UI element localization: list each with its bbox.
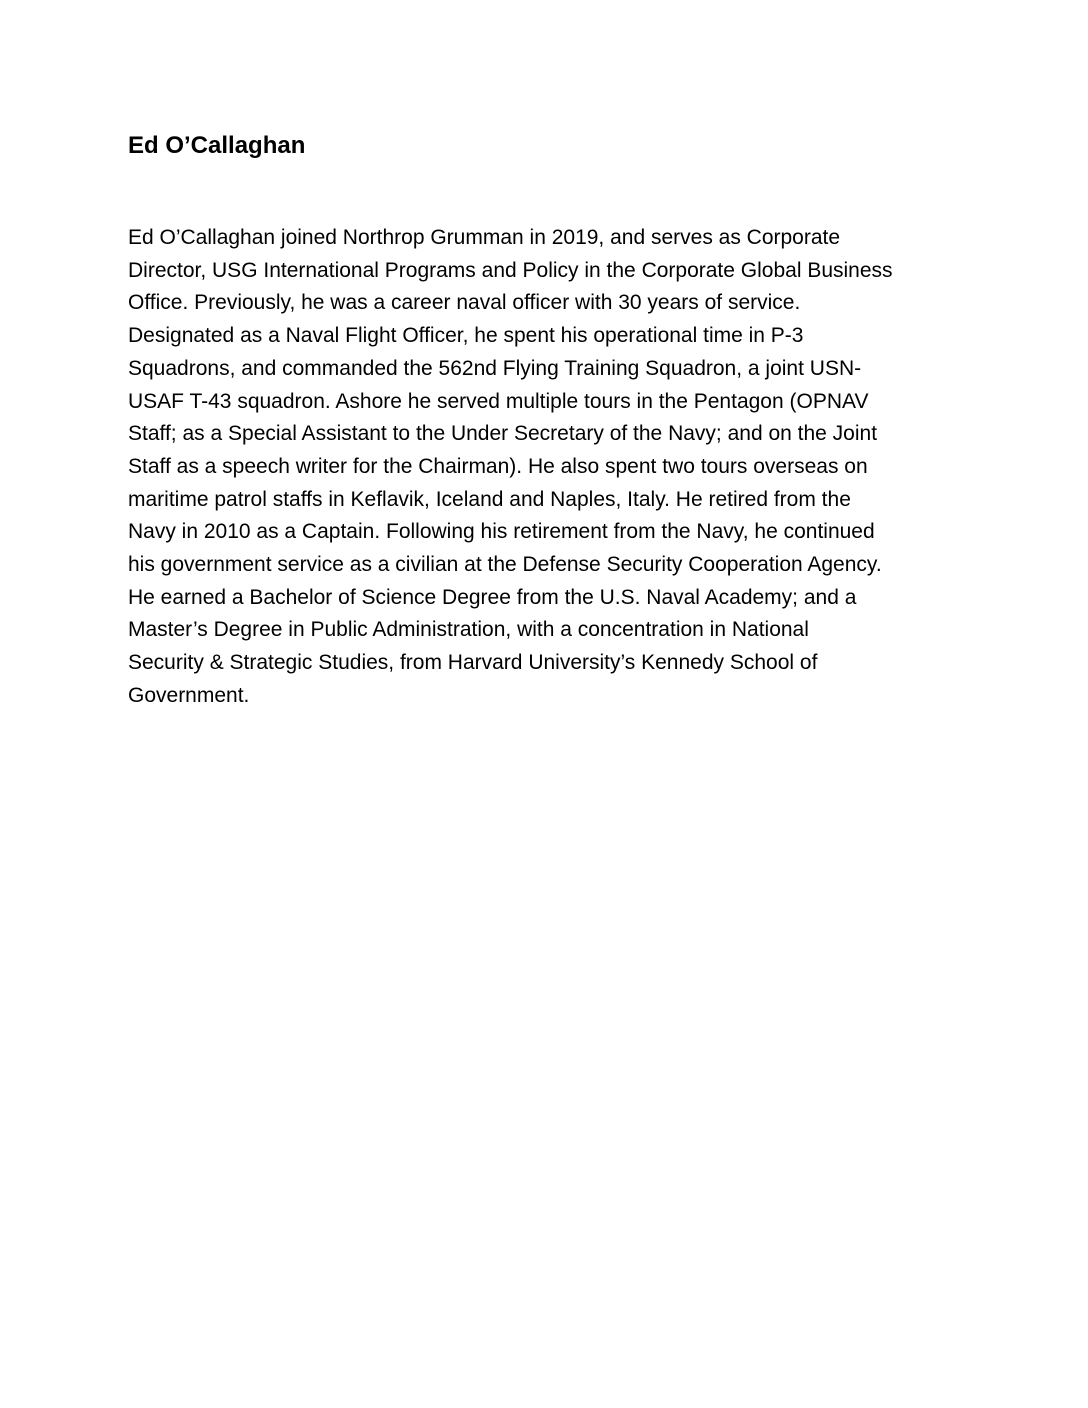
bio-line: Ed O’Callaghan joined Northrop Grumman in 2019, and serves as Corporate <box>128 226 841 249</box>
bio-line: Squadrons, and commanded the 562nd Flying Training Squadron, a joint USN- <box>128 356 862 380</box>
bio-line: Navy in 2010 as a Captain. Following his retirement from the Navy, he continued <box>128 520 875 544</box>
bio-line: Security & Strategic Studies, from Harvard University’s Kennedy School of <box>128 651 818 675</box>
page-title: Ed O’Callaghan <box>128 132 306 159</box>
bio-line: Government. <box>128 683 250 707</box>
bio-line: Staff; as a Special Assistant to the Under Secretary of the Navy; and on the Joint <box>128 422 878 446</box>
bio-line: maritime patrol staffs in Keflavik, Iceland and Naples, Italy. He retired from the <box>128 487 851 511</box>
bio-line: Staff as a speech writer for the Chairman). He also spent two tours overseas on <box>128 454 868 478</box>
bio-line: Master’s Degree in Public Administration, with a concentration in National <box>128 618 809 642</box>
bio-line: Director, USG International Programs and Policy in the Corporate Global Business <box>128 258 893 282</box>
bio-paragraph <box>128 222 988 713</box>
bio-line: He earned a Bachelor of Science Degree from the U.S. Naval Academy; and a <box>128 585 857 609</box>
bio-line: Office. Previously, he was a career naval officer with 30 years of service. <box>128 291 801 315</box>
bio-line: Designated as a Naval Flight Officer, he spent his operational time in P-3 <box>128 324 804 348</box>
bio-line: his government service as a civilian at the Defense Security Cooperation Agency. <box>128 553 882 577</box>
bio-line: USAF T-43 squadron. Ashore he served multiple tours in the Pentagon (OPNAV <box>128 389 869 413</box>
